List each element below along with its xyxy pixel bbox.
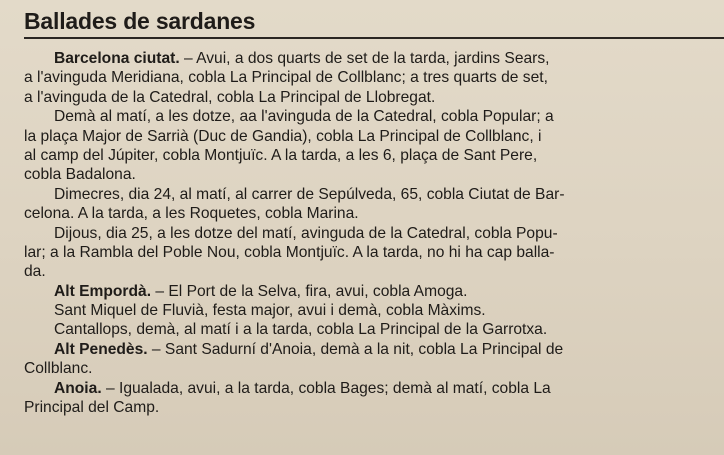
paragraph (24, 379, 724, 418)
text-line (24, 146, 724, 165)
text-line-content: Dijous, dia 25, a les dotze del matí, avinguda de la Catedral, cobla Popu- (54, 224, 558, 242)
paragraph (24, 107, 724, 185)
text-line (24, 398, 724, 417)
text-line (24, 340, 724, 359)
paragraph (24, 301, 724, 320)
article-body (24, 49, 724, 417)
paragraph (24, 49, 724, 107)
text-line (24, 49, 724, 68)
text-line (24, 379, 724, 398)
region-heading: Anoia. (54, 379, 102, 397)
text-line-content: cobla Badalona. (24, 166, 136, 184)
text-run: – El Port de la Selva, fira, avui, cobla Amoga. (151, 282, 468, 300)
text-line (24, 204, 724, 223)
text-line (24, 320, 724, 339)
text-line-content (54, 49, 550, 68)
region-heading: Barcelona ciutat. (54, 50, 180, 67)
text-line-content: a l'avinguda Meridiana, cobla La Principal de Collblanc; a tres quarts de set, (24, 69, 548, 87)
text-line-content: Collblanc. (24, 360, 93, 378)
paragraph (24, 282, 724, 301)
text-line (24, 224, 724, 243)
text-line (24, 359, 724, 378)
text-line-content: la plaça Major de Sarrià (Duc de Gandia), cobla La Principal de Collblanc, i (24, 127, 542, 145)
text-line (24, 282, 724, 301)
text-run: – Avui, a dos quarts de set de la tarda, jardins Sears, (179, 50, 550, 67)
text-line-content: Sant Miquel de Fluvià, festa major, avui i demà, cobla Màxims. (54, 302, 486, 320)
text-line-content: Cantallops, demà, al matí i a la tarda, cobla La Principal de la Garrotxa. (54, 321, 548, 339)
article-title: Ballades de sardanes (24, 8, 256, 34)
text-line (24, 127, 724, 146)
text-line (24, 165, 724, 184)
text-line (24, 243, 724, 262)
title-rule (24, 37, 724, 39)
text-run: – Igualada, avui, a la tarda, cobla Bages; demà al matí, cobla La (101, 379, 551, 397)
text-line-content: Dimecres, dia 24, al matí, al carrer de Sepúlveda, 65, cobla Ciutat de Bar- (54, 185, 565, 203)
text-line-content: lar; a la Rambla del Poble Nou, cobla Montjuïc. A la tarda, no hi ha cap balla- (24, 243, 555, 261)
paragraph (24, 320, 724, 339)
text-line-content (54, 340, 563, 359)
region-heading: Alt Empordà. (54, 282, 152, 300)
text-line (24, 107, 724, 126)
text-line-content (54, 379, 551, 398)
text-line-content: Principal del Camp. (24, 399, 160, 417)
text-line (24, 185, 724, 204)
text-run: – Sant Sadurní d'Anoia, demà a la nit, cobla La Principal de (147, 340, 564, 358)
text-line-content (54, 283, 467, 300)
text-line-content: celona. A la tarda, a les Roquetes, cobla Marina. (24, 205, 359, 223)
text-line-content: Demà al matí, a les dotze, aa l'avinguda de la Catedral, cobla Popular; a (54, 108, 554, 126)
text-line-content: da. (24, 263, 46, 281)
paragraph (24, 185, 724, 224)
text-line (24, 88, 724, 107)
text-line (24, 68, 724, 87)
text-line (24, 262, 724, 281)
region-heading: Alt Penedès. (54, 340, 148, 358)
text-line (24, 301, 724, 320)
text-line-content: a l'avinguda de la Catedral, cobla La Principal de Llobregat. (24, 88, 436, 106)
text-line-content: al camp del Júpiter, cobla Montjuïc. A la tarda, a les 6, plaça de Sant Pere, (24, 146, 538, 164)
paragraph (24, 224, 724, 282)
paragraph (24, 340, 724, 379)
